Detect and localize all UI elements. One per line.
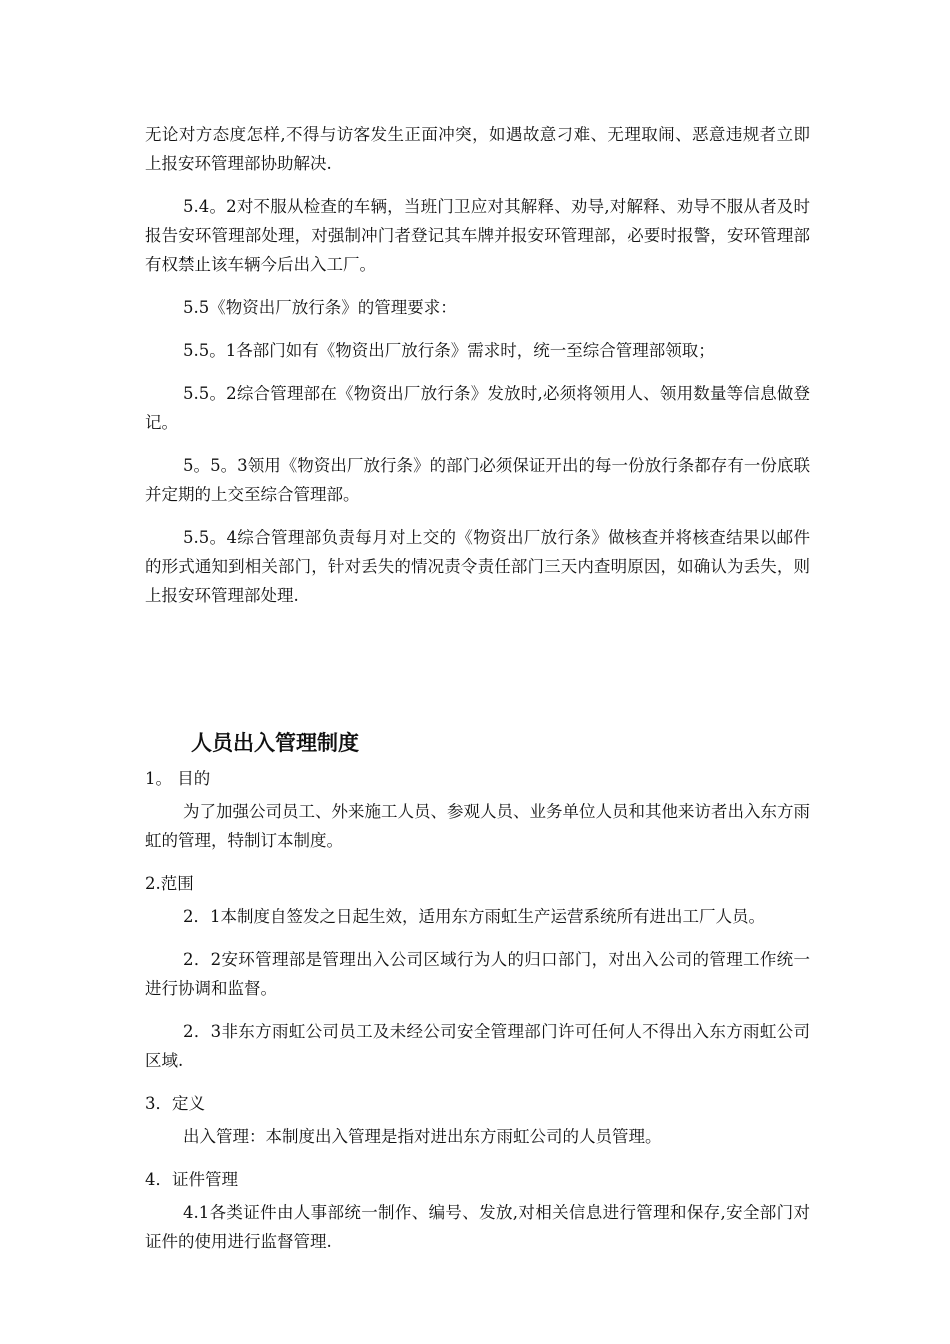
paragraph: 5。5。3领用《物资出厂放行条》的部门必须保证开出的每一份放行条都存有一份底联并定期的上交至综合管理部。 [145,456,810,504]
paragraph: 5.5。4综合管理部负责每月对上交的《物资出厂放行条》做核查并将核查结果以邮件的形式通知到相关部门，针对丢失的情况责令责任部门三天内查明原因，如确认为丢失，则上报安环管理部处理. [145,528,810,605]
paragraph: 2．2安环管理部是管理出入公司区域行为人的归口部门，对出入公司的管理工作统一进行协调和监督。 [145,950,810,998]
section-title: 人员出入管理制度 [191,731,359,755]
section-spacer [145,624,810,728]
section-heading: 1。 目的 [145,769,211,788]
paragraph: 5.4。2对不服从检查的车辆，当班门卫应对其解释、劝导,对解释、劝导不服从者及时报告安环管理部处理，对强制冲门者登记其车牌并报安环管理部，必要时报警，安环管理部有权禁止该车辆今后出入工厂。 [145,197,810,274]
section-heading: 3．定义 [145,1094,205,1113]
paragraph: 5.5。1各部门如有《物资出厂放行条》需求时，统一至综合管理部领取； [183,341,715,360]
paragraph: 5.5。2综合管理部在《物资出厂放行条》发放时,必须将领用人、领用数量等信息做登记。 [145,384,810,432]
paragraph: 4.1各类证件由人事部统一制作、编号、发放,对相关信息进行管理和保存,安全部门对证件的使用进行监督管理. [145,1203,810,1251]
paragraph: 5.5《物资出厂放行条》的管理要求： [183,298,457,317]
paragraph: 为了加强公司员工、外来施工人员、参观人员、业务单位人员和其他来访者出入东方雨虹的管理，特制订本制度。 [145,802,810,850]
paragraph: 出入管理：本制度出入管理是指对进出东方雨虹公司的人员管理。 [183,1127,662,1146]
paragraph: 2．3非东方雨虹公司员工及未经公司安全管理部门许可任何人不得出入东方雨虹公司区域. [145,1022,810,1070]
section-heading: 2.范围 [145,874,194,893]
document-body [145,120,810,1270]
section-heading: 4．证件管理 [145,1170,238,1189]
paragraph: 无论对方态度怎样,不得与访客发生正面冲突，如遇故意刁难、无理取闹、恶意违规者立即上报安环管理部协助解决. [145,125,810,173]
paragraph: 2．1本制度自签发之日起生效，适用东方雨虹生产运营系统所有进出工厂人员。 [183,907,765,926]
